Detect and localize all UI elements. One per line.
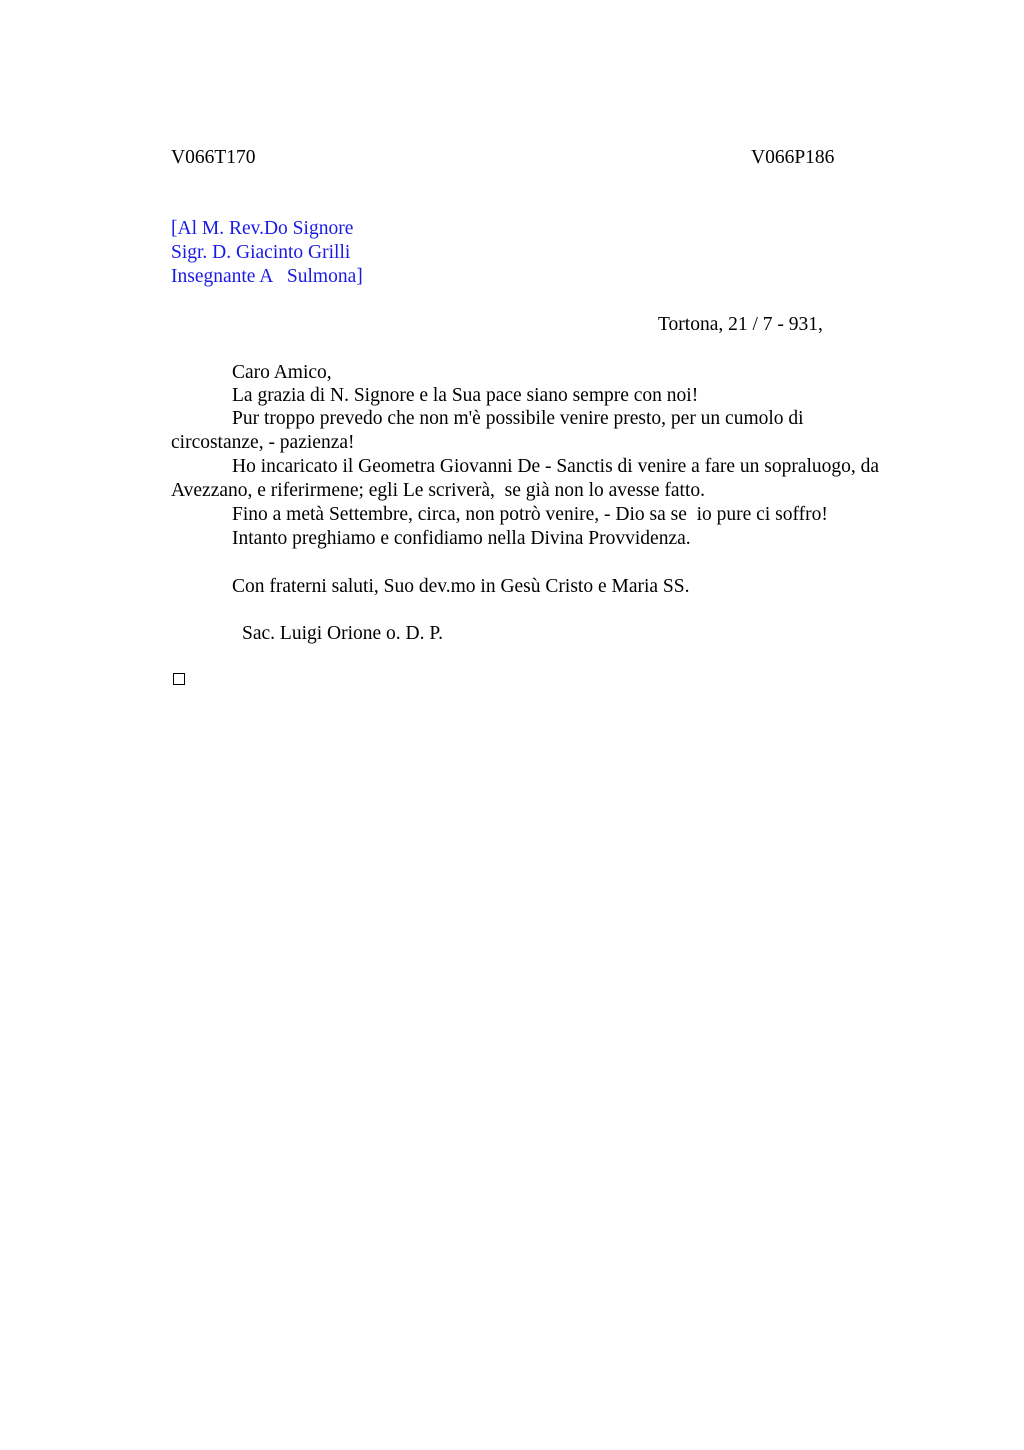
code-left: V066T170 xyxy=(171,147,256,168)
code-right: V066P186 xyxy=(751,147,835,168)
empty-square-icon xyxy=(173,673,185,685)
body-line: Ho incaricato il Geometra Giovanni De - Sanctis di venire a fare un sopraluogo, da xyxy=(232,456,880,477)
body-line: Fino a metà Settembre, circa, non potrò venire, - Dio sa se io pure ci soffro! xyxy=(232,504,828,525)
place-date: Tortona, 21 / 7 - 931, xyxy=(658,314,823,335)
salutation: Caro Amico, xyxy=(232,362,332,383)
body-line: Intanto preghiamo e confidiamo nella Divina Provvidenza. xyxy=(232,528,691,549)
body-line: Pur troppo prevedo che non m'è possibile venire presto, per un cumolo di xyxy=(232,408,804,429)
body-line: La grazia di N. Signore e la Sua pace siano sempre con noi! xyxy=(232,385,699,406)
closing: Con fraterni saluti, Suo dev.mo in Gesù Cristo e Maria SS. xyxy=(232,576,690,597)
address-line-1: [Al M. Rev.Do Signore xyxy=(171,218,354,239)
address-line-2: Sigr. D. Giacinto Grilli xyxy=(171,242,351,263)
signature: Sac. Luigi Orione o. D. P. xyxy=(242,623,443,644)
body-line: circostanze, - pazienza! xyxy=(171,432,355,453)
address-line-3: Insegnante A Sulmona] xyxy=(171,266,363,287)
body-line: Avezzano, e riferirmene; egli Le scriverà, se già non lo avesse fatto. xyxy=(171,480,706,501)
